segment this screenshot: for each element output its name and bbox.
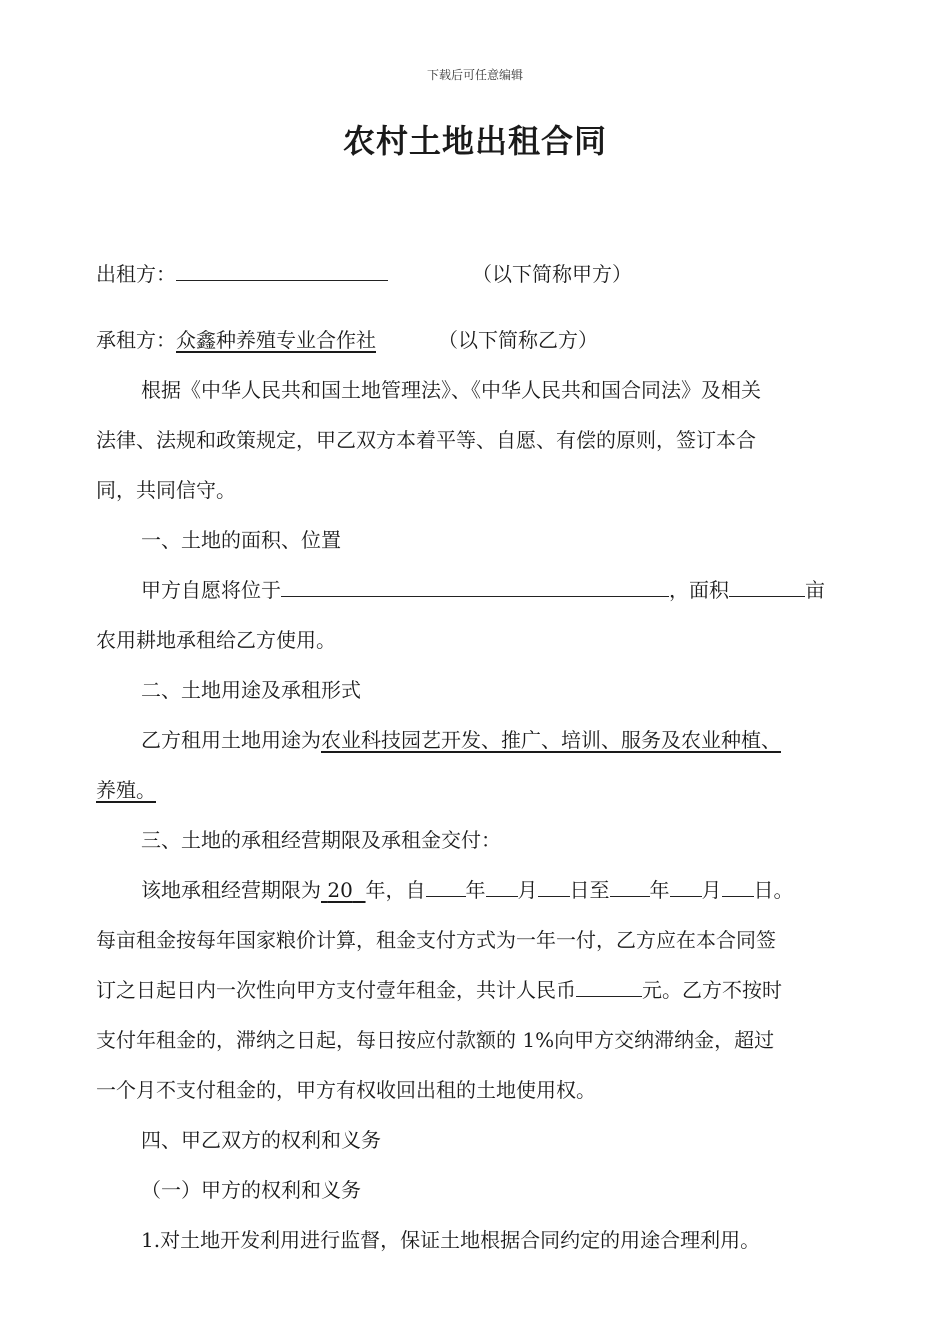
header-note: 下载后可任意编辑 bbox=[426, 68, 523, 82]
term-line: 该地承租经营期限为 20 年，自 年 月 日至 年 月 日。 bbox=[141, 878, 794, 902]
lessor-name-blank[interactable] bbox=[176, 260, 388, 281]
end-month-blank[interactable] bbox=[670, 876, 702, 897]
lessee-line bbox=[96, 324, 598, 353]
section-2-paragraph: 乙方租用土地用途为农业科技园艺开发、推广、培训、服务及农业种植、 bbox=[141, 728, 781, 752]
preamble-line-3: 同，共同信守。 bbox=[96, 478, 236, 502]
section-1-heading: 一、土地的面积、位置 bbox=[141, 528, 341, 552]
rent-line-3: 订之日起日内一次性向甲方支付壹年租金，共计人民币 元。乙方不按时 bbox=[96, 978, 782, 1002]
area-blank[interactable] bbox=[729, 576, 805, 597]
rent-amount-blank[interactable] bbox=[576, 976, 642, 997]
land-use-text-cont: 养殖。 bbox=[96, 778, 156, 802]
preamble-line-1: 根据《中华人民共和国土地管理法》、《中华人民共和国合同法》及相关 bbox=[141, 378, 761, 402]
end-year-blank[interactable] bbox=[610, 876, 650, 897]
term-years: 20 bbox=[327, 878, 353, 902]
start-year-blank[interactable] bbox=[426, 876, 466, 897]
lessor-note: （以下简称甲方） bbox=[472, 262, 632, 286]
rent-line-2: 每亩租金按每年国家粮价计算，租金支付方式为一年一付，乙方应在本合同签 bbox=[96, 928, 776, 952]
start-month-blank[interactable] bbox=[486, 876, 518, 897]
rent-line-5: 一个月不支付租金的，甲方有权收回出租的土地使用权。 bbox=[96, 1078, 596, 1102]
land-use-text: 农业科技园艺开发、推广、培训、服务及农业种植、 bbox=[321, 728, 781, 752]
section-2-line-2 bbox=[96, 774, 156, 803]
section-4-sub-heading: （一）甲方的权利和义务 bbox=[141, 1178, 361, 1202]
start-day-blank[interactable] bbox=[538, 876, 570, 897]
end-day-blank[interactable] bbox=[722, 876, 754, 897]
rent-line-4: 支付年租金的，滞纳之日起，每日按应付款额的 1%向甲方交纳滞纳金，超过 bbox=[96, 1028, 775, 1052]
lessee-label: 承租方： bbox=[96, 328, 176, 352]
location-blank[interactable] bbox=[281, 576, 669, 597]
lessee-name: 众鑫种养殖专业合作社 bbox=[176, 328, 376, 352]
page-title: 农村土地出租合同 bbox=[342, 122, 607, 160]
section-4-heading: 四、甲乙双方的权利和义务 bbox=[141, 1128, 381, 1152]
lessor-line bbox=[96, 258, 632, 287]
section-1-paragraph: 甲方自愿将位于 ，面积 亩 bbox=[141, 578, 825, 602]
section-4-item-1: 1.对土地开发利用进行监督，保证土地根据合同约定的用途合理利用。 bbox=[141, 1228, 761, 1252]
section-1-line-2: 农用耕地承租给乙方使用。 bbox=[96, 628, 336, 652]
section-3-heading: 三、土地的承租经营期限及承租金交付： bbox=[141, 828, 501, 852]
preamble-line-2: 法律、法规和政策规定，甲乙双方本着平等、自愿、有偿的原则，签订本合 bbox=[96, 428, 756, 452]
lessee-note: （以下简称乙方） bbox=[438, 328, 598, 352]
lessor-label: 出租方： bbox=[96, 262, 176, 286]
section-2-heading: 二、土地用途及承租形式 bbox=[141, 678, 361, 702]
